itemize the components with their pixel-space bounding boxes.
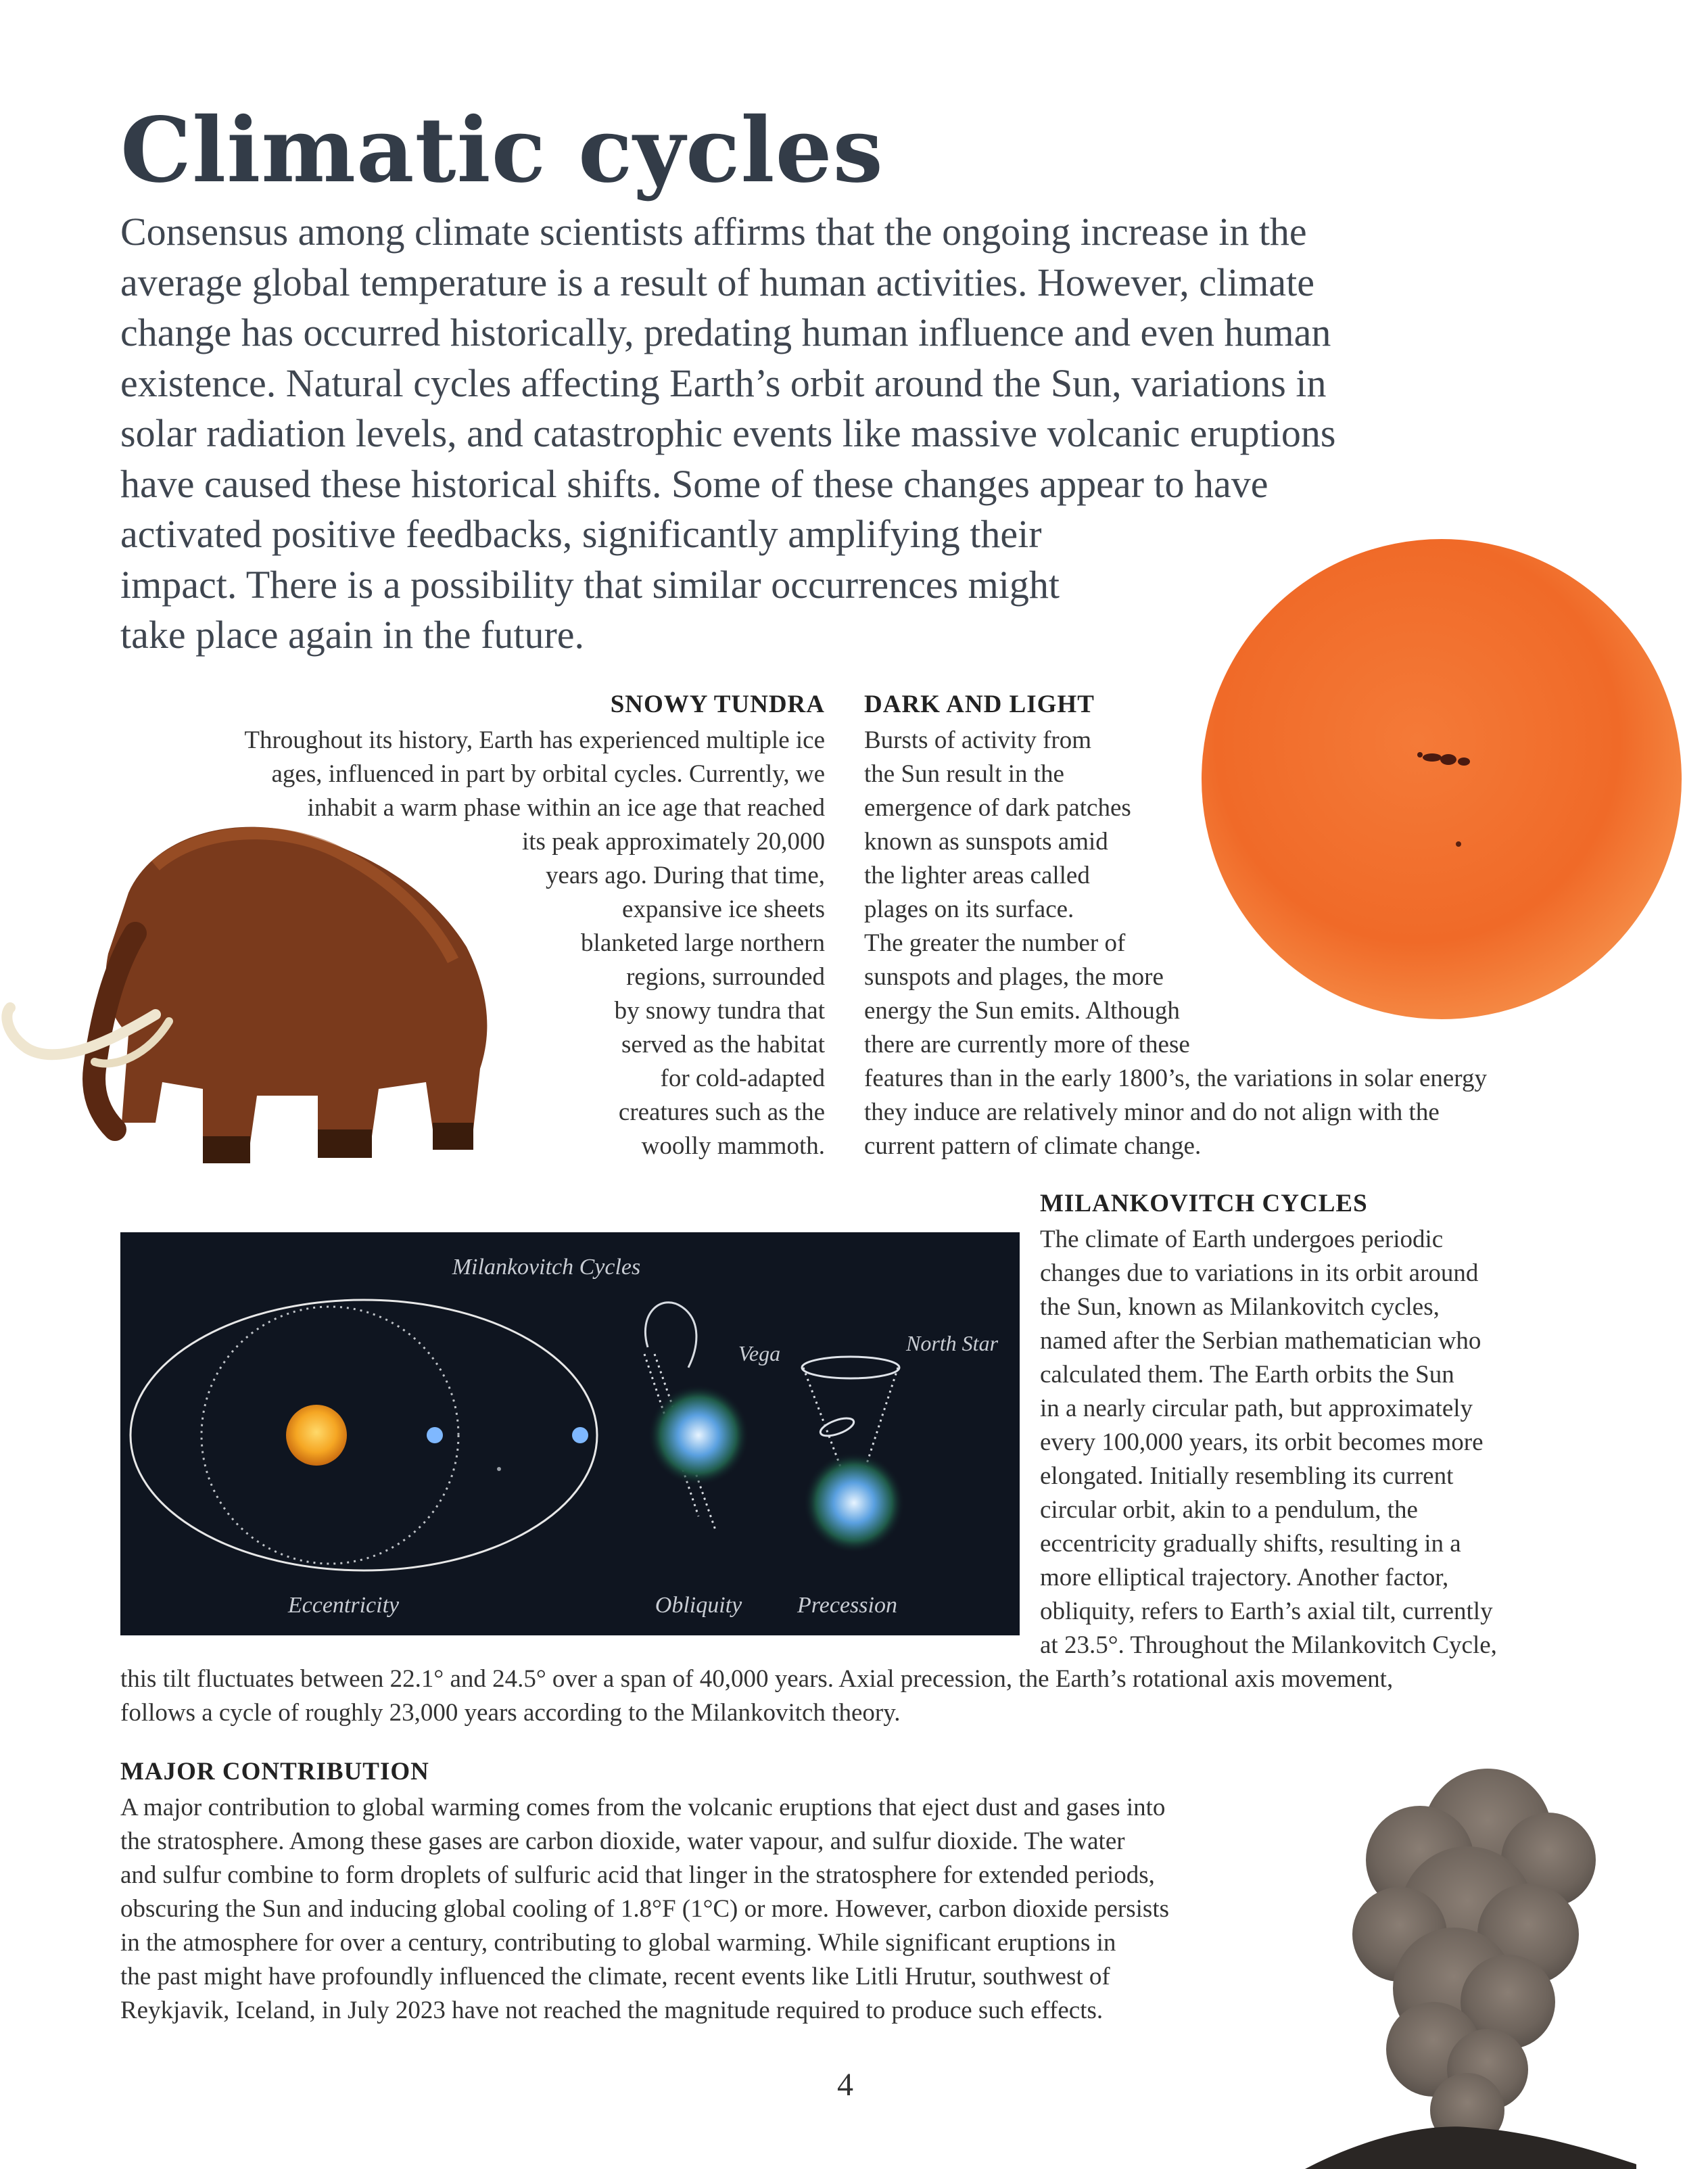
text-line: energy the Sun emits. Although (864, 997, 1180, 1025)
ash-cloud (1352, 1769, 1596, 2147)
diagram-title: Milankovitch Cycles (452, 1255, 641, 1280)
text-line: the Sun result in the (864, 760, 1064, 788)
text-line: emergence of dark patches (864, 794, 1131, 822)
text-line: named after the Serbian mathematician who (1040, 1327, 1481, 1355)
text-line: obliquity, refers to Earth’s axial tilt, currently (1040, 1597, 1493, 1625)
text-line: every 100,000 years, its orbit becomes more (1040, 1428, 1484, 1456)
vega-label: Vega (738, 1341, 781, 1366)
intro-line: have caused these historical shifts. Some of these changes appear to have (120, 461, 1268, 506)
intro-line: solar radiation levels, and catastrophic events like massive volcanic eruptions (120, 411, 1336, 455)
intro-line: change has occurred historically, predating human influence and even human (120, 310, 1331, 354)
milankovitch-text (1040, 1223, 1581, 1662)
text-line: the past might have profoundly influenced the climate, recent events like Litli Hrutur, southwest of (120, 1963, 1110, 1990)
eccentricity-label: Eccentricity (287, 1593, 400, 1618)
page-title: Climatic cycles (120, 98, 884, 203)
earth-dot (572, 1427, 588, 1443)
text-line: elongated. Initially resembling its current (1040, 1462, 1454, 1490)
snowy-tundra-heading: SNOWY TUNDRA (610, 691, 825, 718)
text-line: changes due to variations in its orbit around (1040, 1259, 1479, 1287)
text-line: they induce are relatively minor and do not align with the (864, 1098, 1440, 1126)
text-line: expansive ice sheets (622, 895, 825, 923)
snowy-tundra-text (101, 724, 825, 1163)
obliquity-label: Obliquity (655, 1593, 742, 1618)
text-line: the stratosphere. Among these gases are carbon dioxide, water vapour, and sulfur dioxide. The water (120, 1827, 1125, 1855)
text-line: eccentricity gradually shifts, resulting in a (1040, 1530, 1461, 1558)
text-line: obscuring the Sun and inducing global cooling of 1.8°F (1°C) or more. However, carbon dioxide persists (120, 1895, 1170, 1923)
text-line: ages, influenced in part by orbital cycles. Currently, we (271, 760, 825, 788)
earth-dot (427, 1427, 443, 1443)
intro-line: Consensus among climate scientists affirms that the ongoing increase in the (120, 210, 1307, 254)
text-line: for cold-adapted (660, 1065, 825, 1092)
text-line: blanketed large northern (581, 929, 825, 957)
text-line: known as sunspots amid (864, 828, 1108, 856)
text-line: this tilt fluctuates between 22.1° and 24.5° over a span of 40,000 years. Axial precession, the Earth’s rotational axis movement, (120, 1665, 1394, 1693)
north-star-label: North Star (905, 1331, 999, 1355)
text-line: Bursts of activity from (864, 726, 1092, 754)
milankovitch-text-continued (120, 1662, 1581, 1730)
text-line: and sulfur combine to form droplets of sulfuric acid that linger in the stratosphere for extended periods, (120, 1861, 1155, 1889)
sun-icon (286, 1405, 347, 1466)
dark-and-light-text (864, 724, 1581, 1163)
major-contribution-heading: MAJOR CONTRIBUTION (120, 1758, 429, 1786)
earth-icon (648, 1384, 749, 1486)
star-dot (497, 1467, 501, 1471)
page-number: 4 (837, 2067, 853, 2103)
text-line: follows a cycle of roughly 23,000 years according to the Milankovitch theory. (120, 1699, 901, 1727)
text-line: current pattern of climate change. (864, 1132, 1202, 1160)
text-line: the lighter areas called (864, 862, 1090, 889)
text-line: its peak approximately 20,000 (521, 828, 825, 856)
text-line: at 23.5°. Throughout the Milankovitch Cycle, (1040, 1631, 1497, 1659)
milankovitch-diagram (120, 1232, 1020, 1635)
intro-line: take place again in the future. (120, 613, 585, 657)
text-line: in the atmosphere for over a century, contributing to global warming. While significant eruptions in (120, 1929, 1116, 1957)
intro-line: impact. There is a possibility that similar occurrences might (120, 562, 1060, 607)
text-line: plages on its surface. (864, 895, 1074, 923)
text-line: The climate of Earth undergoes periodic (1040, 1226, 1444, 1253)
text-line: in a nearly circular path, but approximately (1040, 1395, 1473, 1422)
text-line: years ago. During that time, (545, 862, 825, 889)
text-line: features than in the early 1800’s, the variations in solar energy (864, 1065, 1487, 1092)
earth-icon (803, 1452, 905, 1554)
text-line: regions, surrounded (626, 963, 825, 991)
text-line: sunspots and plages, the more (864, 963, 1164, 991)
text-line: circular orbit, akin to a pendulum, the (1040, 1496, 1418, 1524)
text-line: more elliptical trajectory. Another factor, (1040, 1564, 1449, 1591)
dark-and-light-heading: DARK AND LIGHT (864, 691, 1095, 718)
text-line: there are currently more of these (864, 1031, 1190, 1058)
text-line: creatures such as the (618, 1098, 825, 1126)
intro-line: existence. Natural cycles affecting Earth’s orbit around the Sun, variations in (120, 360, 1327, 405)
text-line: inhabit a warm phase within an ice age that reached (307, 794, 825, 822)
text-line: A major contribution to global warming comes from the volcanic eruptions that eject dust and gases into (120, 1794, 1166, 1821)
text-line: woolly mammoth. (641, 1132, 825, 1160)
text-line: The greater the number of (864, 929, 1126, 957)
milankovitch-heading: MILANKOVITCH CYCLES (1040, 1190, 1368, 1217)
text-line: Throughout its history, Earth has experienced multiple ice (244, 726, 825, 754)
volcano-ground (1305, 2126, 1636, 2169)
text-line: served as the habitat (621, 1031, 825, 1058)
text-line: calculated them. The Earth orbits the Sun (1040, 1361, 1454, 1389)
text-line: by snowy tundra that (614, 997, 825, 1025)
precession-label: Precession (797, 1593, 897, 1618)
major-contribution-text (120, 1791, 1344, 2028)
text-line: Reykjavik, Iceland, in July 2023 have not reached the magnitude required to produce such effects. (120, 1997, 1104, 2024)
text-line: the Sun, known as Milankovitch cycles, (1040, 1293, 1440, 1321)
intro-line: average global temperature is a result of human activities. However, climate (120, 260, 1314, 304)
diagram-background (120, 1232, 1020, 1635)
intro-line: activated positive feedbacks, significantly amplifying their (120, 512, 1042, 556)
